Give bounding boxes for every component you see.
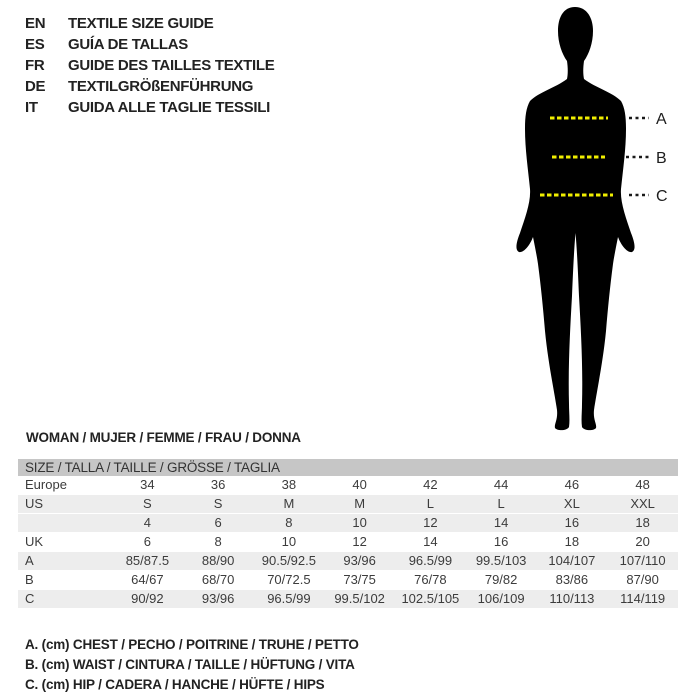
- lang-label: GUIDE DES TAILLES TEXTILE: [68, 57, 275, 74]
- cell: L: [497, 496, 505, 511]
- table-row-europe: [18, 476, 678, 495]
- cell: 16: [493, 534, 509, 549]
- cell: 10: [281, 534, 297, 549]
- cell: 102.5/105: [401, 591, 460, 606]
- row-label: Europe: [25, 477, 67, 492]
- cell: 96.5/99: [267, 591, 311, 606]
- cell: 114/119: [620, 591, 666, 606]
- cell: 10: [352, 515, 367, 530]
- lang-code: IT: [25, 99, 38, 116]
- lang-row-es: [25, 34, 274, 55]
- lang-code: FR: [25, 57, 45, 74]
- row-label: C: [25, 591, 35, 606]
- cell: 20: [635, 534, 650, 549]
- table-row-uk: [18, 533, 678, 552]
- cell: 68/70: [201, 572, 235, 587]
- lang-row-de: [25, 76, 274, 97]
- woman-silhouette-svg: [495, 0, 685, 440]
- row-label: UK: [25, 534, 44, 549]
- table-row-us-letter: [18, 495, 678, 514]
- cell: 40: [352, 477, 367, 492]
- legend-waist: B. (cm) WAIST / CINTURA / TAILLE / HÜFTUNG / VITA: [25, 657, 355, 672]
- hip-label: C: [656, 188, 668, 205]
- row-label: A: [25, 553, 34, 568]
- cell: 99.5/102: [334, 591, 385, 606]
- table-row-waist: [18, 571, 678, 590]
- table-title: WOMAN / MUJER / FEMME / FRAU / DONNA: [26, 430, 301, 445]
- cell: 6: [143, 534, 151, 549]
- size-table-header: SIZE / TALLA / TAILLE / GRÖSSE / TAGLIA: [18, 459, 678, 476]
- cell: 93/96: [343, 553, 376, 568]
- cell: L: [426, 496, 434, 511]
- cell: 14: [493, 515, 509, 530]
- cell: 70/72.5: [267, 572, 311, 587]
- cell: 8: [214, 534, 222, 549]
- cell: 90/92: [131, 591, 164, 606]
- cell: 107/110: [619, 553, 666, 568]
- woman-silhouette: [516, 7, 634, 430]
- cell: 8: [285, 515, 293, 530]
- cell: 73/75: [343, 572, 376, 587]
- cell: 90.5/92.5: [261, 553, 316, 568]
- cell: 12: [352, 534, 367, 549]
- lang-row-it: [25, 97, 274, 118]
- row-label: [18, 514, 112, 532]
- cell: M: [354, 496, 366, 511]
- lang-code: EN: [25, 15, 46, 32]
- cell: S: [143, 496, 152, 511]
- lang-label: GUÍA DE TALLAS: [68, 36, 188, 53]
- cell: 106/109: [477, 591, 525, 606]
- lang-code: DE: [25, 78, 46, 95]
- cell: XXL: [630, 496, 655, 511]
- measurement-legend: [25, 635, 359, 695]
- cell: 64/67: [131, 572, 164, 587]
- cell: 12: [423, 515, 438, 530]
- cell: 4: [143, 515, 151, 530]
- lang-row-fr: [25, 55, 274, 76]
- cell: S: [213, 496, 223, 511]
- cell: XL: [563, 496, 580, 511]
- cell: 14: [423, 534, 438, 549]
- cell: 16: [564, 515, 580, 530]
- waist-label: B: [656, 150, 667, 167]
- table-row-us-numeric: [18, 514, 678, 533]
- language-title-list: [25, 13, 274, 118]
- measurement-figure: [495, 0, 685, 440]
- cell: M: [283, 496, 295, 511]
- cell: 38: [281, 477, 297, 492]
- cell: 79/82: [484, 572, 518, 587]
- cell: 87/90: [626, 572, 659, 587]
- size-table: [18, 459, 678, 609]
- cell: 36: [210, 477, 226, 492]
- cell: 104/107: [548, 553, 596, 568]
- row-label: B: [25, 572, 34, 587]
- chest-label: A: [656, 111, 667, 128]
- cell: 34: [140, 477, 155, 492]
- cell: 93/96: [201, 591, 235, 606]
- cell: 18: [564, 534, 580, 549]
- cell: 76/78: [414, 572, 447, 587]
- legend-hip: C. (cm) HIP / CADERA / HANCHE / HÜFTE / HIPS: [25, 677, 325, 692]
- lang-label: GUIDA ALLE TAGLIE TESSILI: [68, 99, 270, 116]
- cell: 42: [423, 477, 438, 492]
- lang-code: ES: [25, 36, 45, 53]
- cell: 46: [564, 477, 580, 492]
- cell: 48: [635, 477, 650, 492]
- cell: 85/87.5: [125, 553, 170, 568]
- cell: 96.5/99: [408, 553, 453, 568]
- cell: 18: [635, 515, 650, 530]
- cell: 44: [493, 477, 509, 492]
- table-row-hip: [18, 590, 678, 609]
- legend-chest: A. (cm) CHEST / PECHO / POITRINE / TRUHE / PETTO: [25, 637, 359, 652]
- cell: 6: [214, 515, 222, 530]
- lang-label: TEXTILGRÖßENFÜHRUNG: [68, 78, 254, 95]
- cell: 83/86: [555, 572, 589, 587]
- table-row-chest: [18, 552, 678, 571]
- lang-label: TEXTILE SIZE GUIDE: [68, 15, 214, 32]
- cell: 88/90: [201, 553, 235, 568]
- lang-row-en: [25, 13, 274, 34]
- cell: 110/113: [549, 591, 595, 606]
- row-label: US: [25, 496, 44, 511]
- cell: 99.5/103: [475, 553, 527, 568]
